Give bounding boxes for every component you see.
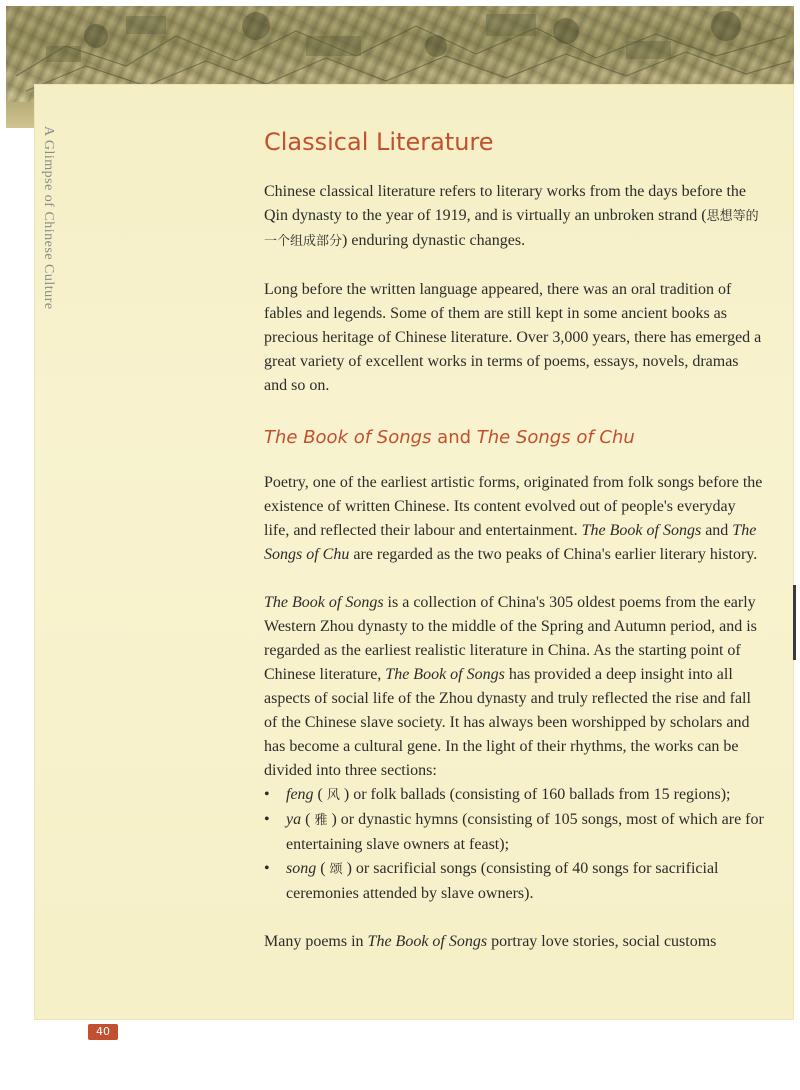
list-item: • ya ( 雅 ) or dynastic hymns (consisting of 105 songs, most of which are for entertaining slave owners at feast); [264, 808, 764, 857]
page-content [264, 128, 764, 954]
list-item: • song ( 颂 ) or sacrificial songs (consisting of 40 songs for sacrificial ceremonies attended by slave owners). [264, 857, 764, 906]
body-paragraph-love-stories: Many poems in The Book of Songs portray love stories, social customs [264, 933, 717, 950]
intro-paragraph-1: Chinese classical literature refers to literary works from the days before the Qin dynasty to the year of 1919, and is virtually an unbroken strand (思想等的一个组成部分) enduring dynastic changes. [264, 183, 759, 249]
page-edge-mark [793, 585, 796, 660]
body-paragraph-book-of-songs: The Book of Songs is a collection of China's 305 oldest poems from the early Western Zhou dynasty to the middle of the Spring and Autumn period, and is regarded as the earliest realistic literature in China. As the starting point of Chinese literature, The Book of Songs has provided a deep insight into all aspects of social life of the Zhou dynasty and truly reflected the rise and fall of the Chinese slave society. It has always been worshipped by scholars and has become a cultural gene. In the light of their rhythms, the works can be divided into three sections: [264, 594, 757, 779]
bullet-icon: • [264, 811, 270, 828]
banner-edge [6, 102, 36, 128]
sections-list [264, 783, 764, 906]
body-paragraph-poetry: Poetry, one of the earliest artistic forms, originated from folk songs before the existence of written Chinese. Its content evolved out of people's everyday life, and reflected their labour and entertainment. The Book of Songs and The Songs of Chu are regarded as the two peaks of China's earlier literary history. [264, 474, 763, 563]
page-number-badge: 40 [88, 1024, 118, 1040]
bullet-icon: • [264, 860, 270, 877]
subsection-title: The Book of Songs and The Songs of Chu [264, 427, 635, 448]
section-title: Classical Literature [264, 128, 494, 156]
chinese-gloss: 思想等的一个组成部分 [264, 209, 759, 249]
list-item: • feng ( 风 ) or folk ballads (consisting of 160 ballads from 15 regions); [264, 783, 764, 808]
bullet-icon: • [264, 786, 270, 803]
intro-paragraph-2: Long before the written language appeared, there was an oral tradition of fables and legends. Some of them are still kept in some ancient books as precious heritage of Chinese literature. Over 3,000 years, there has emerged a great variety of excellent works in terms of poems, essays, novels, dramas and so on. [264, 281, 762, 394]
running-title: A Glimpse of Chinese Culture [41, 126, 56, 310]
